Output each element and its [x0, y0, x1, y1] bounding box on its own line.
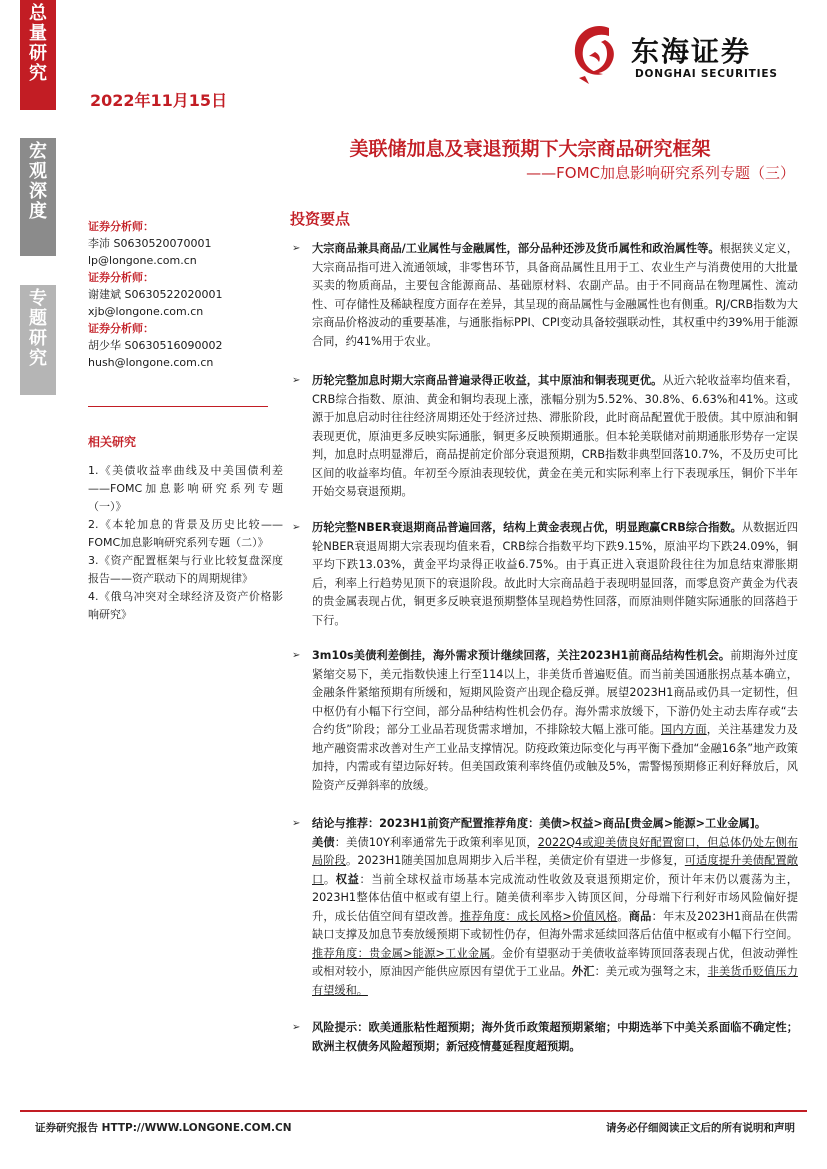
- analyst-label: 证券分析师：: [88, 271, 154, 284]
- logo-chinese-name: 东海证券: [631, 35, 752, 68]
- key-point-text: 根据狭义定义，大宗商品指可进入流通领域，非零售环节，具备商品属性且用于工、农业生产与消费使用的大批量买卖的物质商品，主要包含能源商品、基础原材料、农副产品。由于不同商品在物理属性、流动性、可存储性及稀缺程度方面存在差异，其呈现的商品属性与金融属性也有侧重。RJ/CRB指数为大宗商品价格波动的重要基准，与通胀指标PPI、CPI变动具备较强联动性，其权重中约39%用于能源合同，约41%用于农业。: [312, 242, 798, 348]
- key-point: [290, 240, 798, 372]
- footer-divider: [20, 1110, 807, 1112]
- arrow-bullet-icon: ➢: [292, 243, 301, 254]
- key-point-underlined: 国内方面: [661, 723, 707, 736]
- analyst-label: 证券分析师：: [88, 220, 154, 233]
- logo-english-name: DONGHAI SECURITIES: [635, 68, 778, 80]
- analyst-email[interactable]: hush@longone.com.cn: [88, 356, 214, 369]
- analyst-name: 李沛 S0630520070001: [88, 237, 212, 250]
- footer-disclaimer: 请务必仔细阅读正文后的所有说明和声明: [606, 1122, 795, 1134]
- key-point-text: ，关注基建发力及地产融资需求改善对生产工业品支撑情况。防疫政策边际变化与再平衡下叠加“金融16条”地产政策加持，内需或有望边际好转。但美国政策利率终值仍或触及5%，需警惕预期修正利好释放后，风险资产反弹斜率的放缓。: [312, 723, 798, 792]
- key-point-text: ：美债10Y利率通常先于政策利率见顶，: [334, 835, 538, 849]
- key-point: [290, 519, 798, 647]
- key-point-risk: [290, 1019, 798, 1079]
- key-point-underlined: 推荐角度：成长风格>价值风格: [459, 909, 618, 923]
- key-point-heading: 大宗商品兼具商品/工业属性与金融属性，部分品种还涉及货币属性和政治属性等。: [312, 242, 720, 255]
- key-point-heading: 历轮完整加息时期大宗商品普遍录得正收益，其中原油和铜表现更优。: [312, 374, 663, 387]
- key-point-text: 。: [323, 872, 336, 886]
- key-point-underlined: 2022Q4或迎美债良好配置窗口，但总体仍处左侧布局阶段: [312, 835, 798, 867]
- key-point-heading: 3m10s美债利差倒挂，海外需求预计继续回落，关注2023H1前商品结构性机会。: [312, 649, 731, 662]
- key-point: [290, 372, 798, 519]
- key-point-text: 从近六轮收益率均值来看，CRB综合指数、原油、黄金和铜均表现上涨，涨幅分别为5.52%、30.8%、6.63%和41%。这或源于加息启动时往往经济周期还处于经济过热、滞胀阶段，此时商品配置优于股债。其中原油和铜表现更优，原油更多反映实际通胀，铜更多反映预期通胀。但本轮美联储对前期通胀形势存一定误判，加息时点明显滞后，商品提前定价部分衰退预期，CRB指数非典型回落10.7%，不及历史可比区间的收益率均值。年初至今原油表现较优，黄金在美元和实际利率上行下表现承压，铜价下半年开始交易衰退预期。: [312, 374, 798, 498]
- key-point-text: 前期海外过度紧缩交易下，美元指数快速上行至114以上，非美货币普遍贬值。而当前美国通胀拐点基本确立，金融条件紧缩预期有所缓和，短期风险资产出现企稳反弹。展望2023H1商品或仍具一定韧性，但中枢仍有小幅下行空间，部分品种结构性机会仍存。海外需求放缓下，下游仍处主动去库存或“去合约货”阶段；部分工业品若现货需求增加，不排除较大幅上涨可能。: [312, 649, 798, 736]
- key-point-heading: 结论与推荐：2023H1前资产配置推荐角度：美债>权益>商品[贵金属>能源>工业金属]。: [312, 817, 767, 830]
- key-point-underlined: 可适度提升美债配置敞口: [312, 854, 798, 886]
- arrow-bullet-icon: ➢: [292, 818, 301, 829]
- key-point-heading: 历轮完整NBER衰退期商品普遍回落，结构上黄金表现占优，明显跑赢CRB综合指数。: [312, 521, 742, 534]
- key-points-list: [290, 240, 798, 1079]
- section-title-key-points: 投资要点: [290, 210, 351, 228]
- related-research-item[interactable]: 2.《本轮加息的背景及历史比较——FOMC加息影响研究系列专题（二）》: [88, 518, 283, 549]
- related-research-title: 相关研究: [88, 435, 137, 449]
- analyst-name: 胡少华 S0630516090002: [88, 339, 223, 352]
- report-date: 2022年11月15日: [90, 91, 228, 110]
- asset-label-equity: 权益: [335, 872, 360, 886]
- footer-website[interactable]: 证券研究报告 HTTP://WWW.LONGONE.COM.CN: [35, 1122, 292, 1134]
- side-tag-special-topic: 专题研究: [20, 285, 56, 395]
- arrow-bullet-icon: ➢: [292, 522, 301, 533]
- side-tag-research-type: 总量研究: [20, 0, 56, 110]
- risk-warning-text: 风险提示：欧美通胀粘性超预期；海外货币政策超预期紧缩；中期选举下中美关系面临不确定性；欧洲主权债务风险超预期；新冠疫情蔓延程度超预期。: [312, 1021, 798, 1053]
- key-point-text: 。: [617, 909, 629, 923]
- key-point-text: 从数据近四轮NBER衰退周期大宗表现均值来看，CRB综合指数平均下跌9.15%，原油平均下跌24.09%，铜平均下跌13.03%，黄金平均录得正收益6.75%。由于真正进入衰退阶段往往为加息结束滞胀期后，利率上行趋势见顶下的衰退阶段。故此时大宗商品趋于表现明显回落，而零息资产黄金为代表的贵金属表现占优，铜更多反映衰退预期整体呈现趋势性回落，而原油则伴随实际通胀的回落趋于下行。: [312, 521, 798, 627]
- side-tag-macro-depth: 宏观深度: [20, 138, 56, 256]
- key-point-text: ：美元或为强弩之末，: [594, 965, 708, 978]
- arrow-bullet-icon: ➢: [292, 650, 301, 661]
- analyst-list: [88, 218, 268, 371]
- arrow-bullet-icon: ➢: [292, 375, 301, 386]
- asset-label-commodity: 商品: [628, 909, 652, 923]
- key-point-text: 。金价有望驱动于美债收益率铸顶回落表现占优，但波动弹性或相对较小，原油因产能供应原因有望优于工业品。: [312, 946, 798, 978]
- left-column-divider: [88, 406, 268, 407]
- key-point-text: ：当前全球权益市场基本完成流动性收敛及衰退预期定价，预计年末仍以震荡为主，2023H1整体估值中枢或有望上行。随美债利率步入铸顶区间，分母端下行利好市场风险偏好提升，成长估值空间有望改善。: [312, 872, 798, 923]
- analyst-email[interactable]: lp@longone.com.cn: [88, 254, 197, 267]
- key-point-underlined: 推荐角度：贵金属>能源>工业金属: [312, 946, 491, 960]
- related-research-item[interactable]: 4.《俄乌冲突对全球经济及资产价格影响研究》: [88, 590, 283, 621]
- asset-label-fx: 外汇: [571, 965, 595, 978]
- key-point-text: ：年末及2023H1商品在供需缺口支撑及加息节奏放缓预期下或韧性仍存，但海外需求延续回落后估值中枢或有小幅下行空间。: [312, 909, 798, 941]
- analyst-label: 证券分析师：: [88, 322, 154, 335]
- report-subtitle: ——FOMC加息影响研究系列专题（三）: [526, 164, 795, 182]
- arrow-bullet-icon: ➢: [292, 1022, 301, 1033]
- analyst-name: 谢建斌 S0630522020001: [88, 288, 223, 301]
- key-point: [290, 647, 798, 815]
- asset-label-treasury: 美债: [312, 835, 335, 849]
- related-research-list: [88, 462, 283, 624]
- key-point-conclusion: [290, 815, 798, 1019]
- related-research-item[interactable]: 1.《美债收益率曲线及中美国债利差——FOMC加息影响研究系列专题（一）》: [88, 464, 283, 513]
- donghai-logo: [565, 22, 790, 92]
- related-research-item[interactable]: 3.《资产配置框架与行业比较复盘深度报告——资产联动下的周期规律》: [88, 554, 283, 585]
- dragon-emblem-icon: [565, 22, 625, 90]
- key-point-underlined: 非美货币贬值压力有望缓和。: [312, 965, 798, 997]
- key-point-text: 。2023H1随美国加息周期步入后半程，美债定价有望进一步修复，: [346, 854, 685, 867]
- analyst-email[interactable]: xjb@longone.com.cn: [88, 305, 204, 318]
- report-title: 美联储加息及衰退预期下大宗商品研究框架: [349, 138, 711, 160]
